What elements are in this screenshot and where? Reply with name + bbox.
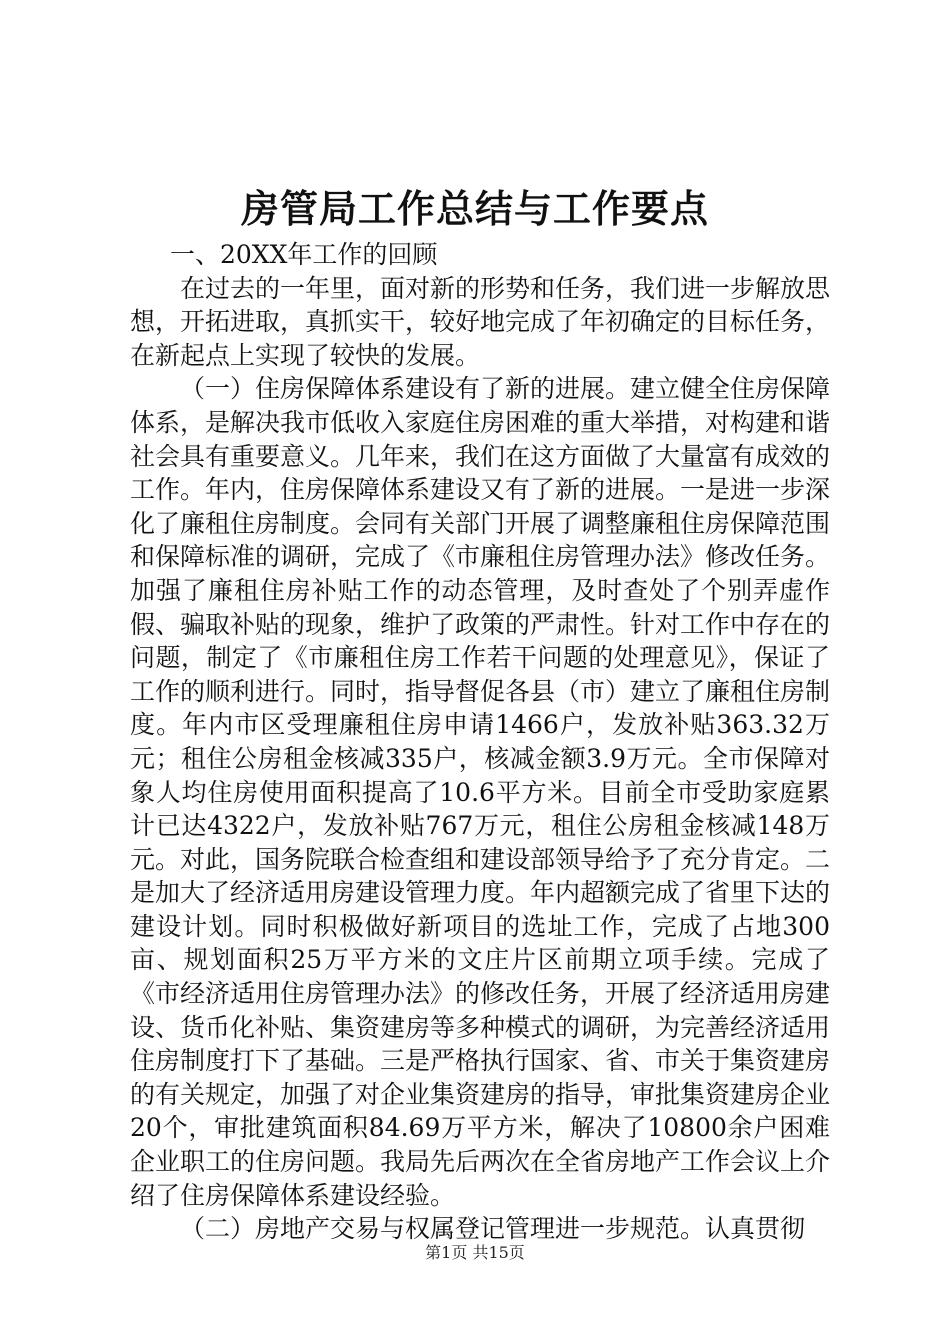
document-title: 房管局工作总结与工作要点 [240,186,709,231]
document-body [130,238,830,1246]
paragraph-housing-security: （一）住房保障体系建设有了新的进展。建立健全住房保障体系，是解决我市低收入家庭住房困难的重大举措，对构建和谐社会具有重要意义。几年来，我们在这方面做了大量富有成效的工作。年内，住房保障体系建设又有了新的进展。一是进一步深化了廉租住房制度。会同有关部门开展了调整廉租住房保障范围和保障标准的调研，完成了《市廉租住房管理办法》修改任务。加强了廉租住房补贴工作的动态管理，及时查处了个别弄虚作假、骗取补贴的现象，维护了政策的严肃性。针对工作中存在的问题，制定了《市廉租住房工作若干问题的处理意见》，保证了工作的顺利进行。同时，指导督促各县（市）建立了廉租住房制度。年内市区受理廉租住房申请1466户，发放补贴363.32万元；租住公房租金核减335户，核减金额3.9万元。全市保障对象人均住房使用面积提高了10.6平方米。目前全市受助家庭累计已达4322户，发放补贴767万元，租住公房租金核减148万元。对此，国务院联合检查组和建设部领导给予了充分肯定。二是加大了经济适用房建设管理力度。年内超额完成了省里下达的建设计划。同时积极做好新项目的选址工作，完成了占地300亩、规划面积25万平方米的文庄片区前期立项手续。完成了《市经济适用住房管理办法》的修改任务，开展了经济适用房建设、货币化补贴、集资建房等多种模式的调研，为完善经济适用住房制度打下了基础。三是严格执行国家、省、市关于集资建房的有关规定，加强了对企业集资建房的指导，审批集资建房企业20个，审批建筑面积84.69万平方米，解决了10800余户困难企业职工的住房问题。我局先后两次在全省房地产工作会议上介绍了住房保障体系建设经验。 [130,374,831,1210]
paragraph-real-estate-trading: （二）房地产交易与权属登记管理进一步规范。认真贯彻 [180,1214,806,1244]
page-footer: 第1页 共15页 [425,1243,525,1262]
paragraph-intro: 在过去的一年里，面对新的形势和任务，我们进一步解放思想，开拓进取，真抓实干，较好地完成了年初确定的目标任务，在新起点上实现了较快的发展。 [130,273,831,370]
section-heading: 一、20XX年工作的回顾 [170,240,438,269]
